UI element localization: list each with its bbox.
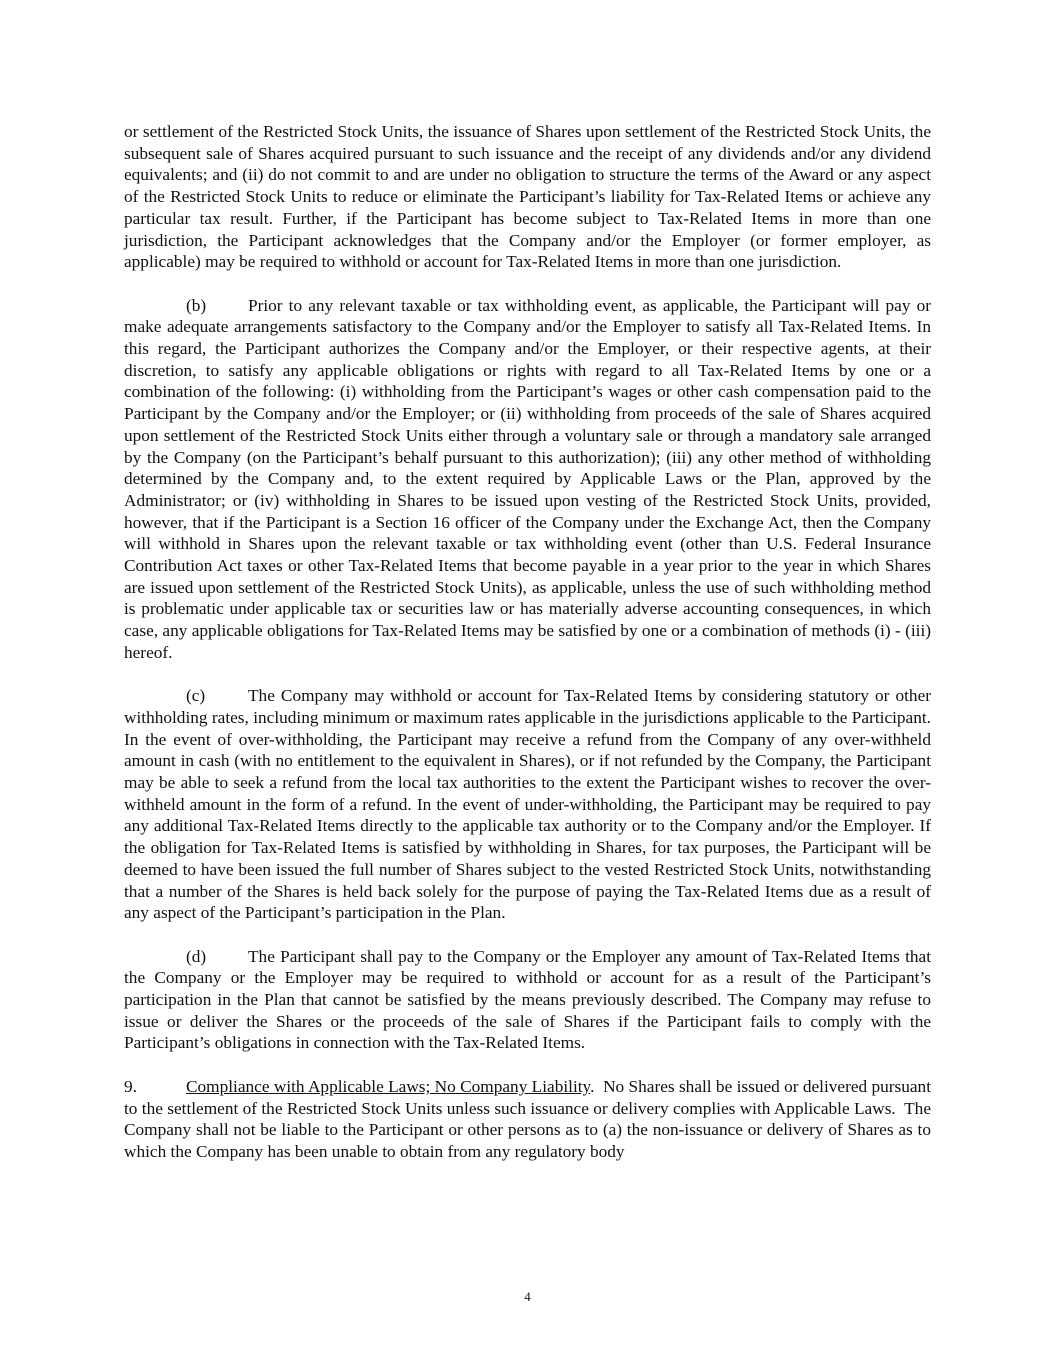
subsection-d-label: (d) — [186, 946, 207, 966]
subsection-b — [124, 295, 931, 664]
page-number: 4 — [524, 1289, 531, 1304]
subsection-b-text: Prior to any relevant taxable or tax withholding event, as applicable, the Participant will pay or make adequate arrangements satisfactory to the Company and/or the Employer to satisfy all Tax-Related Items. In this regard, the Participant authorizes the Company and/or the Employer, or their respective agents, at their discretion, to satisfy any applicable obligations or rights with regard to all Tax-Related Items by one or a combination of the following: (i) withholding from the Participant’s wages or other cash compensation paid to the Participant by the Company and/or the Employer; or (ii) withholding from proceeds of the sale of Shares acquired upon settlement of the Restricted Stock Units either through a voluntary sale or through a mandatory sale arranged by the Company (on the Participant’s behalf pursuant to this authorization); (iii) any other method of withholding determined by the Company and, to the extent required by Applicable Laws or the Plan, approved by the Administrator; or (iv) withholding in Shares to be issued upon vesting of the Restricted Stock Units, provided, however, that if the Participant is a Section 16 officer of the Company under the Exchange Act, then the Company will withhold in Shares upon the relevant taxable or tax withholding event (other than U.S. Federal Insurance Contribution Act taxes or other Tax-Related Items that become payable in a year prior to the year in which Shares are issued upon settlement of the Restricted Stock Units), as applicable, unless the use of such withholding method is problematic under applicable tax or securities law or has materially adverse accounting consequences, in which case, any applicable obligations for Tax-Related Items may be satisfied by one or a combination of methods (i) - (iii) hereof. — [124, 295, 931, 662]
section-9-heading: Compliance with Applicable Laws; No Company Liability — [186, 1076, 591, 1096]
subsection-d-text: The Participant shall pay to the Company or the Employer any amount of Tax-Related Items that the Company or the Employer may be required to withhold or account for as a result of the Participant’s participation in the Plan that cannot be satisfied by the means previously described. The Company may refuse to issue or deliver the Shares or the proceeds of the sale of Shares if the Participant fails to comply with the Participant’s obligations in connection with the Tax-Related Items. — [124, 946, 931, 1053]
subsection-c-label: (c) — [186, 686, 206, 706]
document-page — [124, 121, 936, 1184]
continued-paragraph: or settlement of the Restricted Stock Units, the issuance of Shares upon settlement of the Restricted Stock Units, the subsequent sale of Shares acquired pursuant to such issuance and the receipt of any dividends and/or any dividend equivalents; and (ii) do not commit to and are under no obligation to structure the terms of the Award or any aspect of the Restricted Stock Units to reduce or eliminate the Participant’s liability for Tax-Related Items or achieve any particular tax result. Further, if the Participant has become subject to Tax-Related Items in more than one jurisdiction, the Participant acknowledges that the Company and/or the Employer (or former employer, as applicable) may be required to withhold or account for Tax-Related Items in more than one jurisdiction. — [124, 122, 931, 272]
subsection-c-text: The Company may withhold or account for Tax-Related Items by considering statutory or other withholding rates, including minimum or maximum rates applicable in the jurisdictions applicable to the Participant. In the event of over-withholding, the Participant may receive a refund from the Company of any over-withheld amount in cash (with no entitlement to the equivalent in Shares), or if not refunded by the Company, the Participant may be able to seek a refund from the local tax authorities to the extent the Participant wishes to recover the over-withheld amount in the form of a refund. In the event of under-withholding, the Participant may be required to pay any additional Tax-Related Items directly to the applicable tax authority or to the Company and/or the Employer. If the obligation for Tax-Related Items is satisfied by withholding in Shares, for tax purposes, the Participant will be deemed to have been issued the full number of Shares subject to the vested Restricted Stock Units, notwithstanding that a number of the Shares is held back solely for the purpose of paying the Tax-Related Items due as a result of any aspect of the Participant’s participation in the Plan. — [124, 686, 931, 923]
subsection-d — [124, 946, 931, 1055]
subsection-c — [124, 685, 931, 924]
section-9-heading-end: . — [590, 1076, 595, 1096]
subsection-b-label: (b) — [186, 295, 207, 315]
section-9-text: No Shares shall be issued or delivered pursuant to the settlement of the Restricted Stock Units unless such issuance or delivery complies with Applicable Laws. The Company shall not be liable to the Participant or other persons as to (a) the non-issuance or delivery of Shares as to which the Company has been unable to obtain from any regulatory body — [124, 1076, 936, 1161]
section-9-number: 9. — [124, 1076, 137, 1096]
section-9 — [124, 1076, 936, 1163]
